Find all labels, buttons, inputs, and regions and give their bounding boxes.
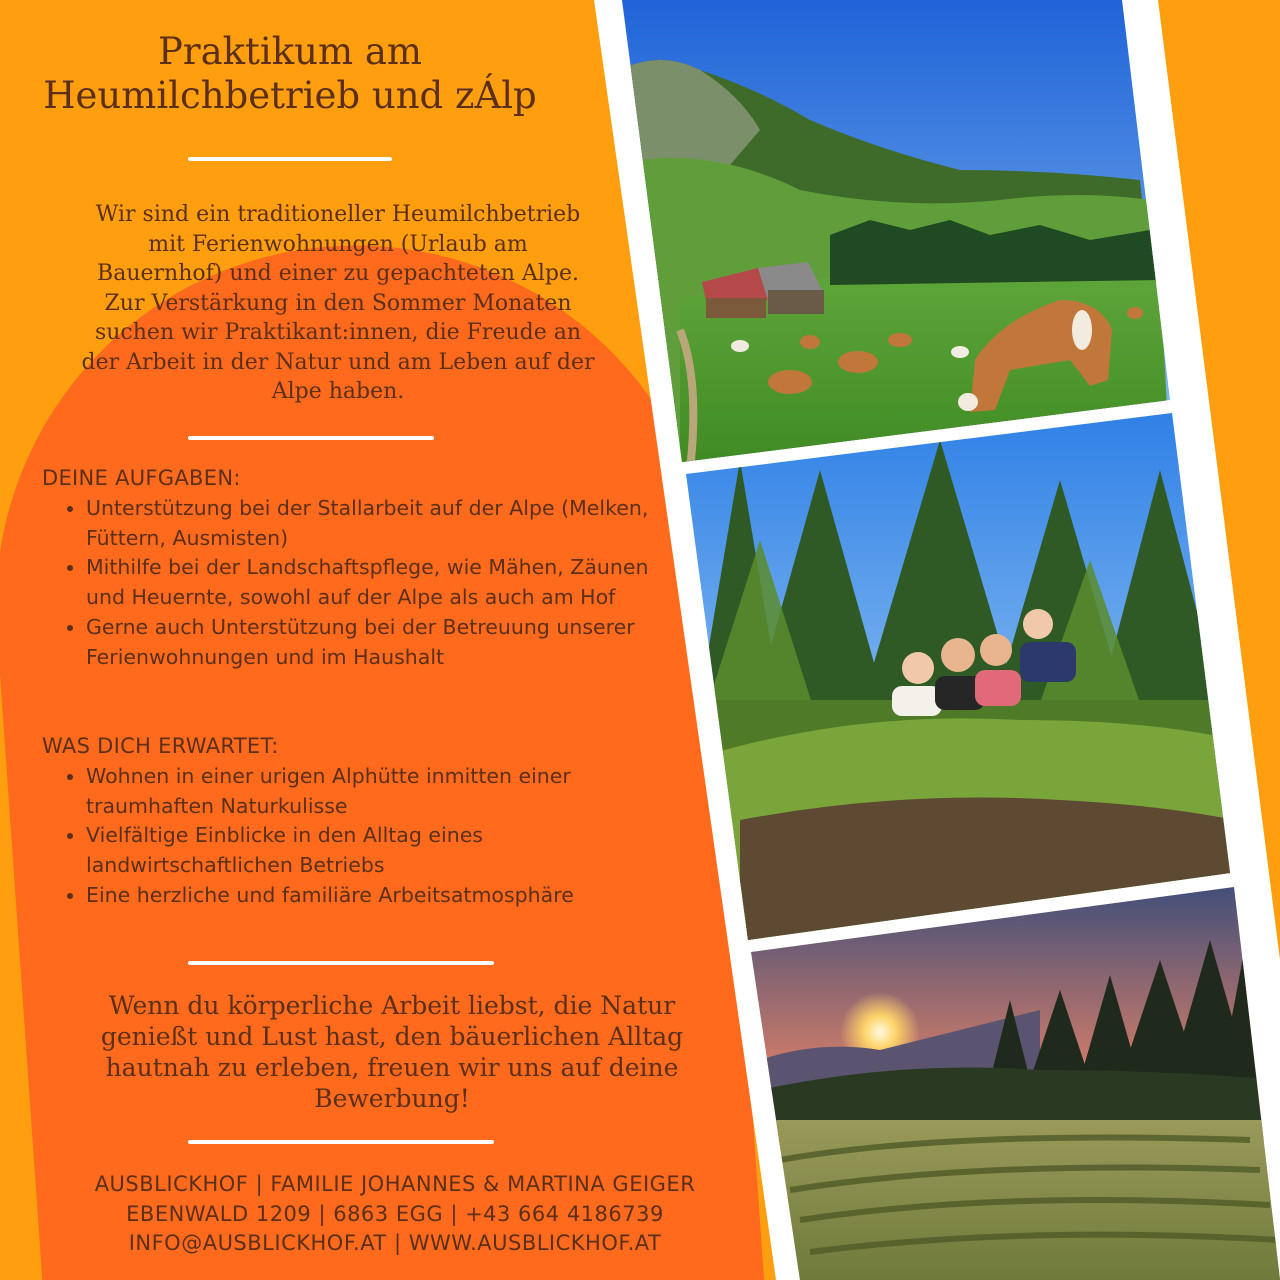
intro-paragraph [38, 200, 638, 407]
intro-line: suchen wir Praktikant:innen, die Freude an [94, 320, 582, 345]
closing-line: genießt und Lust hast, den bäuerlichen Alltag [100, 1022, 684, 1051]
intro-line: Bauernhof) und einer zu gepachteten Alpe. [97, 261, 579, 286]
page-title [20, 30, 560, 118]
tasks-list [60, 494, 686, 672]
intro-line: Alpe haben. [271, 379, 405, 404]
list-item: • Wohnen in einer urigen Alphütte inmitten einer traumhaften Naturkulisse [86, 762, 646, 821]
divider [188, 1140, 494, 1144]
tasks-heading: DEINE AUFGABEN: [42, 466, 241, 490]
divider [188, 436, 434, 440]
intro-line: der Arbeit in der Natur und am Leben auf der [81, 349, 595, 375]
family-in-forest-photo [680, 405, 1240, 950]
intro-line: Zur Verstärkung in den Sommer Monaten [104, 290, 572, 316]
list-item: • Eine herzliche und familiäre Arbeitsatmosphäre [86, 881, 646, 911]
divider [188, 157, 392, 161]
title-line-2: Heumilchbetrieb und zÁlp [43, 74, 537, 117]
offer-list [60, 762, 646, 911]
intro-line: mit Ferienwohnungen (Urlaub am [148, 231, 528, 257]
alpine-meadow-cows-photo [600, 0, 1200, 470]
footer-address-phone: EBENWALD 1209 | 6863 EGG | +43 664 4186739 [126, 1201, 664, 1226]
title-line-1: Praktikum am [157, 30, 422, 73]
closing-line: Bewerbung! [314, 1084, 470, 1113]
list-item: • Vielfältige Einblicke in den Alltag eines landwirtschaftlichen Betriebs [86, 821, 646, 880]
closing-line: Wenn du körperliche Arbeit liebst, die Natur [108, 991, 676, 1020]
closing-paragraph [62, 990, 722, 1114]
offer-heading: WAS DICH ERWARTET: [42, 734, 279, 758]
list-item: • Unterstützung bei der Stallarbeit auf der Alpe (Melken, Füttern, Ausmisten) [86, 494, 686, 553]
contact-footer [20, 1170, 770, 1259]
intro-line: Wir sind ein traditioneller Heumilchbetrieb [95, 202, 581, 227]
closing-line: hautnah zu erleben, freuen wir uns auf deine [105, 1053, 679, 1082]
list-item: • Mithilfe bei der Landschaftspflege, wie Mähen, Zäunen und Heuernte, sowohl auf der Alpe als auch am Hof [86, 553, 686, 612]
divider [188, 961, 494, 965]
footer-farm-name: AUSBLICKHOF | FAMILIE JOHANNES & MARTINA GEIGER [94, 1172, 696, 1196]
footer-email-website[interactable]: INFO@AUSBLICKHOF.AT | WWW.AUSBLICKHOF.AT [128, 1231, 662, 1255]
list-item: • Gerne auch Unterstützung bei der Betreuung unserer Ferienwohnungen und im Haushalt [86, 613, 686, 672]
